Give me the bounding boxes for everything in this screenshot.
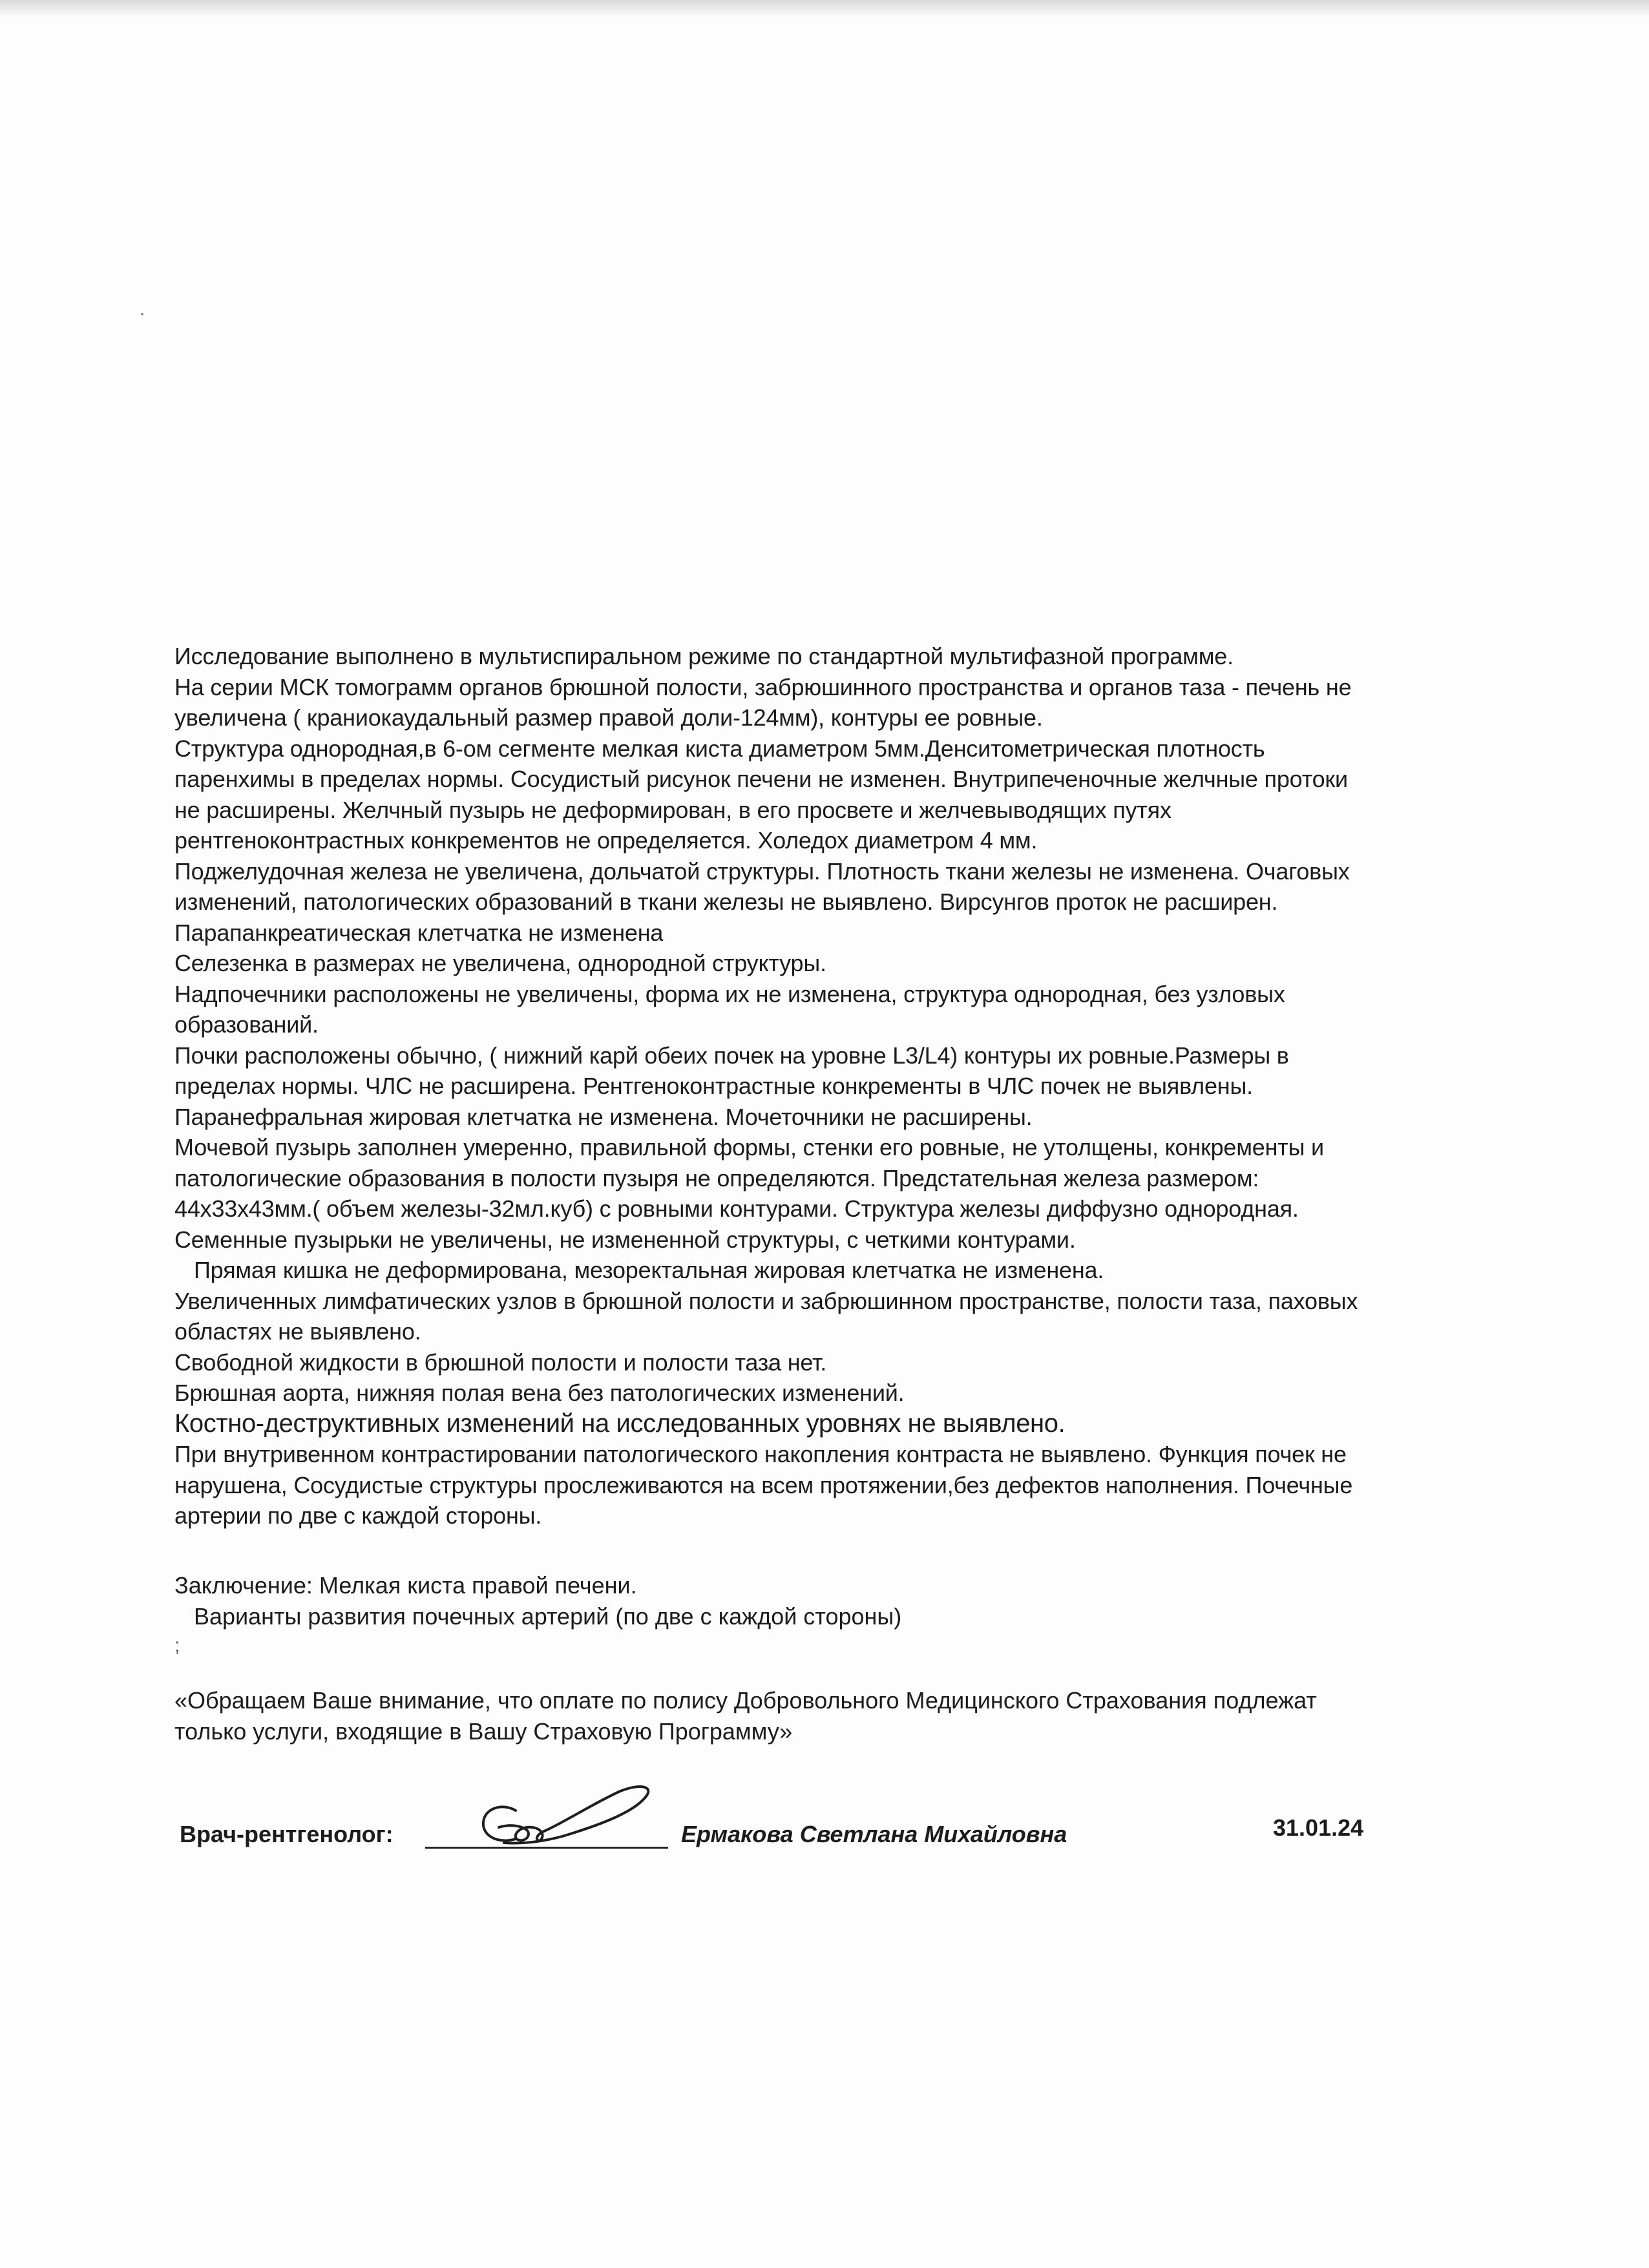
report-line: На серии МСК томограмм органов брюшной полости, забрюшинного пространства и органов таза - печень не bbox=[174, 673, 1352, 700]
report-line: Семенные пузырьки не увеличены, не измененной структуры, с четкими контурами. bbox=[174, 1226, 1076, 1253]
report-line: Селезенка в размерах не увеличена, однородной структуры. bbox=[174, 950, 826, 976]
report-line: рентгеноконтрастных конкрементов не определяется. Холедох диаметром 4 мм. bbox=[174, 827, 1038, 854]
conclusion-line: Варианты развития почечных артерий (по две с каждой стороны) bbox=[194, 1603, 902, 1630]
report-line: При внутривенном контрастировании патологического накопления контраста не выявлено. Функция почек не bbox=[174, 1441, 1347, 1467]
report-line: Костно-деструктивных изменений на исследованных уровнях не выявлено. bbox=[174, 1409, 1066, 1438]
report-line: Почки расположены обычно, ( нижний карй обеих почек на уровне L3/L4) контуры их ровные.Размеры в bbox=[174, 1042, 1289, 1069]
scan-speck bbox=[141, 313, 143, 315]
handwritten-signature bbox=[465, 1777, 698, 1867]
report-line: Структура однородная,в 6-ом сегменте мелкая киста диаметром 5мм.Денситометрическая плотность bbox=[174, 735, 1265, 762]
report-body bbox=[174, 641, 1551, 1531]
report-line: увеличена ( краниокаудальный размер правой доли-124мм), контуры ее ровные. bbox=[174, 704, 1043, 731]
notice-line: только услуги, входящие в Вашу Страховую Программу» bbox=[174, 1718, 793, 1745]
report-line: Поджелудочная железа не увеличена, дольчатой структуры. Плотность ткани железы не изменена. Очаговых bbox=[174, 857, 1350, 885]
scan-edge-shadow bbox=[0, 0, 1649, 18]
report-line: изменений, патологических образований в ткани железы не выявлено. Вирсунгов проток не расширен. bbox=[174, 888, 1278, 915]
report-line: Паранефральная жировая клетчатка не изменена. Мочеточники не расширены. bbox=[174, 1103, 1033, 1130]
conclusion bbox=[174, 1570, 901, 1632]
report-line: артерии по две с каждой стороны. bbox=[174, 1502, 542, 1529]
report-line: Исследование выполнено в мультиспиральном режиме по стандартной мультифазной программе. bbox=[174, 643, 1234, 669]
report-line: Надпочечники расположены не увеличены, форма их не изменена, структура однородная, без узловых bbox=[174, 980, 1285, 1007]
report-line: Свободной жидкости в брюшной полости и полости таза нет. bbox=[174, 1349, 827, 1376]
signer-name: Ермакова Светлана Михайловна bbox=[681, 1821, 1067, 1847]
report-line: Брюшная аорта, нижняя полая вена без патологических изменений. bbox=[174, 1380, 905, 1406]
report-line: Увеличенных лимфатических узлов в брюшной полости и забрюшинном пространстве, полости таза, паховых bbox=[174, 1287, 1358, 1314]
signer-role-label: Врач-рентгенолог: bbox=[180, 1821, 394, 1847]
report-line: Парапанкреатическая клетчатка не изменена bbox=[174, 919, 664, 946]
report-line: Мочевой пузырь заполнен умеренно, правильной формы, стенки его ровные, не утолщены, конкременты и bbox=[174, 1134, 1324, 1160]
report-line: Прямая кишка не деформирована, мезоректальная жировая клетчатка не изменена. bbox=[194, 1257, 1104, 1283]
report-line: областях не выявлено. bbox=[174, 1318, 421, 1345]
report-line: пределах нормы. ЧЛС не расширена. Рентгеноконтрастные конкременты в ЧЛС почек не выявлены. bbox=[174, 1073, 1253, 1099]
signature-row bbox=[174, 1796, 1467, 1874]
report-line: патологические образования в полости пузыря не определяются. Предстательная железа размером: bbox=[174, 1164, 1259, 1192]
stray-semicolon: ; bbox=[174, 1635, 180, 1656]
conclusion-line: Заключение: Мелкая киста правой печени. bbox=[174, 1572, 637, 1599]
signature-date: 31.01.24 bbox=[1273, 1814, 1364, 1841]
insurance-notice bbox=[174, 1685, 1317, 1747]
notice-line: «Обращаем Ваше внимание, что оплате по полису Добровольного Медицинского Страхования подлежат bbox=[174, 1687, 1317, 1714]
report-line: не расширены. Желчный пузырь не деформирован, в его просвете и желчевыводящих путях bbox=[174, 796, 1171, 823]
report-line: нарушена, Сосудистые структуры прослеживаются на всем протяжении,без дефектов наполнения. Почечные bbox=[174, 1471, 1353, 1498]
report-line: образований. bbox=[174, 1011, 319, 1038]
report-line: 44х33х43мм.( объем железы-32мл.куб) с ровными контурами. Структура железы диффузно однородная. bbox=[174, 1195, 1299, 1222]
report-line: паренхимы в пределах нормы. Сосудистый рисунок печени не изменен. Внутрипеченочные желчные протоки bbox=[174, 766, 1348, 792]
